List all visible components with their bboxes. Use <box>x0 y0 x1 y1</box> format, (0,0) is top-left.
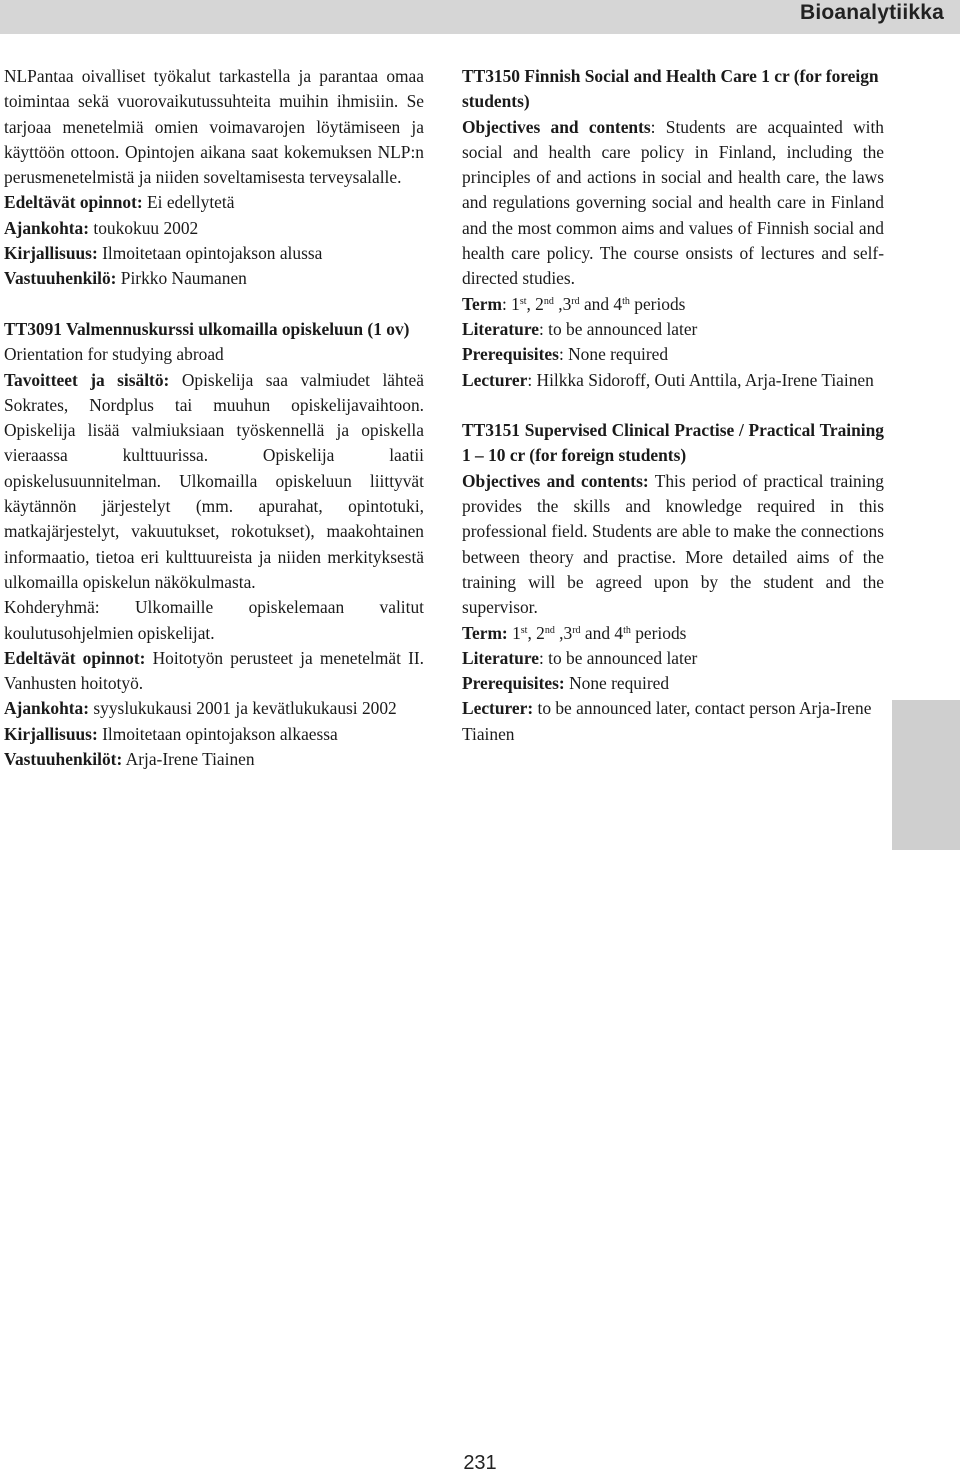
prereq-line <box>4 190 424 215</box>
course-time-value: syyslukukausi 2001 ja kevätlukukausi 2002 <box>89 698 397 719</box>
course-prereq-value: Hoitotyön perusteet ja menetelmät II. Vanhusten hoitotyö. <box>4 647 424 694</box>
tt3151-literature-label: Literature <box>462 647 539 668</box>
course-prereq-line <box>4 646 424 697</box>
tt3151-prerequisites-label: Prerequisites: <box>462 673 565 694</box>
responsible-value: Pirkko Naumanen <box>116 268 247 289</box>
tt3150-term-text: periods <box>629 293 686 314</box>
course-responsible-value: Arja-Irene Tiainen <box>122 749 255 770</box>
tt3150-term-text: , 2 <box>526 293 544 314</box>
tt3150-literature-label: Literature <box>462 318 539 339</box>
course-literature-line <box>4 722 424 747</box>
prereq-label: Edeltävät opinnot: <box>4 192 143 213</box>
time-value: toukokuu 2002 <box>89 217 199 238</box>
course-title-tt3091: TT3091 Valmennuskurssi ulkomailla opiskeluun (1 ov) <box>4 318 410 339</box>
intro-paragraph: NLPantaa oivalliset työkalut tarkastella ja parantaa omaa toimintaa sekä vuorovaikutussuhteita muihin ihmisiin. Se tarjoaa menetelmiä omien voimavarojen löytämiseen ja käyttöön ottoon. Opintojen aikana saat kokemuksen NLP:n perusmenetelmistä ja niiden soveltamisesta terveysalalle. <box>4 66 424 188</box>
tt3151-term-label: Term: <box>462 622 508 643</box>
tt3151-term-text: ,3 <box>554 622 573 643</box>
tt3151-objectives-value: This period of practical training provides the skills and knowledge required in this professional field. Students are able to make the connections between theory and practise. More detailed aims of the training will be agreed upon by the student and the supervisor. <box>462 470 884 618</box>
literature-value: Ilmoitetaan opintojakson alussa <box>97 243 323 264</box>
course-responsible-line <box>4 747 424 772</box>
goals-value: Opiskelija saa valmiudet lähteä Sokrates, Nordplus tai muuhun opiskelijavaihtoon. Opiskelija lisää valmiuksiaan työskennellä ja opiskella vieraassa kulttuurissa. Opiskelija laatii opiskelusuunnitelman. Ulkomailla opiskeluun liittyvät käytännön järjestelyt (mm. apurahat, opintotuki, matkajärjestelyt, vakuutukset, rokotukset), maakohtainen informaatio, tietoa eri kulttuureista ja niiden merkityksestä ulkomailla opiskelun näkökulmasta. <box>4 369 424 592</box>
tt3150-term-label: Term <box>462 293 502 314</box>
page-header-title: Bioanalytiikka <box>799 1 944 24</box>
course-responsible-label: Vastuuhenkilöt: <box>4 749 123 770</box>
tt3150-term <box>462 292 884 317</box>
tt3150-objectives-label: Objectives and contents <box>462 116 651 137</box>
tt3151-term-sup: rd <box>572 624 581 636</box>
prereq-value: Ei edellytetä <box>142 192 235 213</box>
tt3150-lecturer <box>462 368 884 393</box>
tt3151-literature-value: : to be announced later <box>538 647 698 668</box>
tt3151-lecturer-label: Lecturer: <box>462 698 534 719</box>
course-literature-label: Kirjallisuus: <box>4 723 98 744</box>
tt3150-prerequisites-label: Prerequisites <box>462 344 559 365</box>
literature-label: Kirjallisuus: <box>4 243 98 264</box>
tt3150-lecturer-label: Lecturer <box>462 369 528 390</box>
tt3151-literature <box>462 646 884 671</box>
tt3151-lecturer-value: to be announced later, contact person Arja-Irene Tiainen <box>462 698 872 744</box>
tt3150-prerequisites-value: : None required <box>558 344 669 365</box>
left-column <box>4 64 424 772</box>
course-subtitle-tt3091: Orientation for studying abroad <box>4 344 224 365</box>
tt3151-objectives-label: Objectives and contents: <box>462 470 649 491</box>
tt3150-term-text: and 4 <box>579 293 623 314</box>
tt3151-term-sup: st <box>520 624 528 636</box>
tt3150-term-text: : 1 <box>501 293 520 314</box>
course-title-tt3150: TT3150 Finnish Social and Health Care 1 cr (for foreign students) <box>462 66 879 112</box>
header-bar <box>0 0 960 34</box>
tt3150-objectives <box>462 115 884 292</box>
course-prereq-label: Edeltävät opinnot: <box>4 647 146 668</box>
section-tab-marker <box>892 700 960 850</box>
tt3150-literature-value: : to be announced later <box>538 318 698 339</box>
course-title-tt3151: TT3151 Supervised Clinical Practise / Practical Training 1 – 10 cr (for foreign students) <box>462 420 884 466</box>
tt3150-term-sup: rd <box>571 295 580 307</box>
tt3151-term-text: periods <box>630 622 687 643</box>
time-line <box>4 216 424 241</box>
tt3151-term-sup: th <box>623 624 631 636</box>
tt3151-prerequisites <box>462 671 884 696</box>
course-time-line <box>4 696 424 721</box>
tt3151-term-sup: nd <box>544 624 555 636</box>
responsible-line <box>4 266 424 291</box>
course-literature-value: Ilmoitetaan opintojakson alkaessa <box>97 723 338 744</box>
tt3151-term-text: 1 <box>507 622 521 643</box>
tt3151-term-text: and 4 <box>580 622 624 643</box>
tt3151-prerequisites-value: None required <box>564 673 670 694</box>
tt3150-lecturer-value: : Hilkka Sidoroff, Outi Anttila, Arja-Irene Tiainen <box>527 369 874 390</box>
target-group-line: Kohderyhmä: Ulkomaille opiskelemaan valitut koulutusohjelmien opiskelijat. <box>4 597 424 643</box>
responsible-label: Vastuuhenkilö: <box>4 268 117 289</box>
tt3150-prerequisites <box>462 342 884 367</box>
course-time-label: Ajankohta: <box>4 698 90 719</box>
tt3151-term-text: , 2 <box>527 622 545 643</box>
tt3151-lecturer <box>462 696 884 747</box>
tt3150-term-sup: th <box>622 295 630 307</box>
literature-line <box>4 241 424 266</box>
tt3151-term <box>462 621 884 646</box>
goals-label: Tavoitteet ja sisältö: <box>4 369 170 390</box>
tt3150-literature <box>462 317 884 342</box>
goals-paragraph <box>4 368 424 596</box>
page-number: 231 <box>463 1452 497 1474</box>
tt3151-objectives <box>462 469 884 621</box>
tt3150-term-text: ,3 <box>553 293 572 314</box>
tt3150-term-sup: nd <box>543 295 554 307</box>
tt3150-term-sup: st <box>519 295 527 307</box>
right-column <box>462 64 884 747</box>
time-label: Ajankohta: <box>4 217 90 238</box>
tt3150-objectives-value: : Students are acquainted with social and health care policy in Finland, including the principles of and actions in social and health care, the laws and regulations governing social and health care in Finland and the most common aims and values of Finnish social and health care policy. The course onsists of lectures and self-directed studies. <box>462 116 884 289</box>
